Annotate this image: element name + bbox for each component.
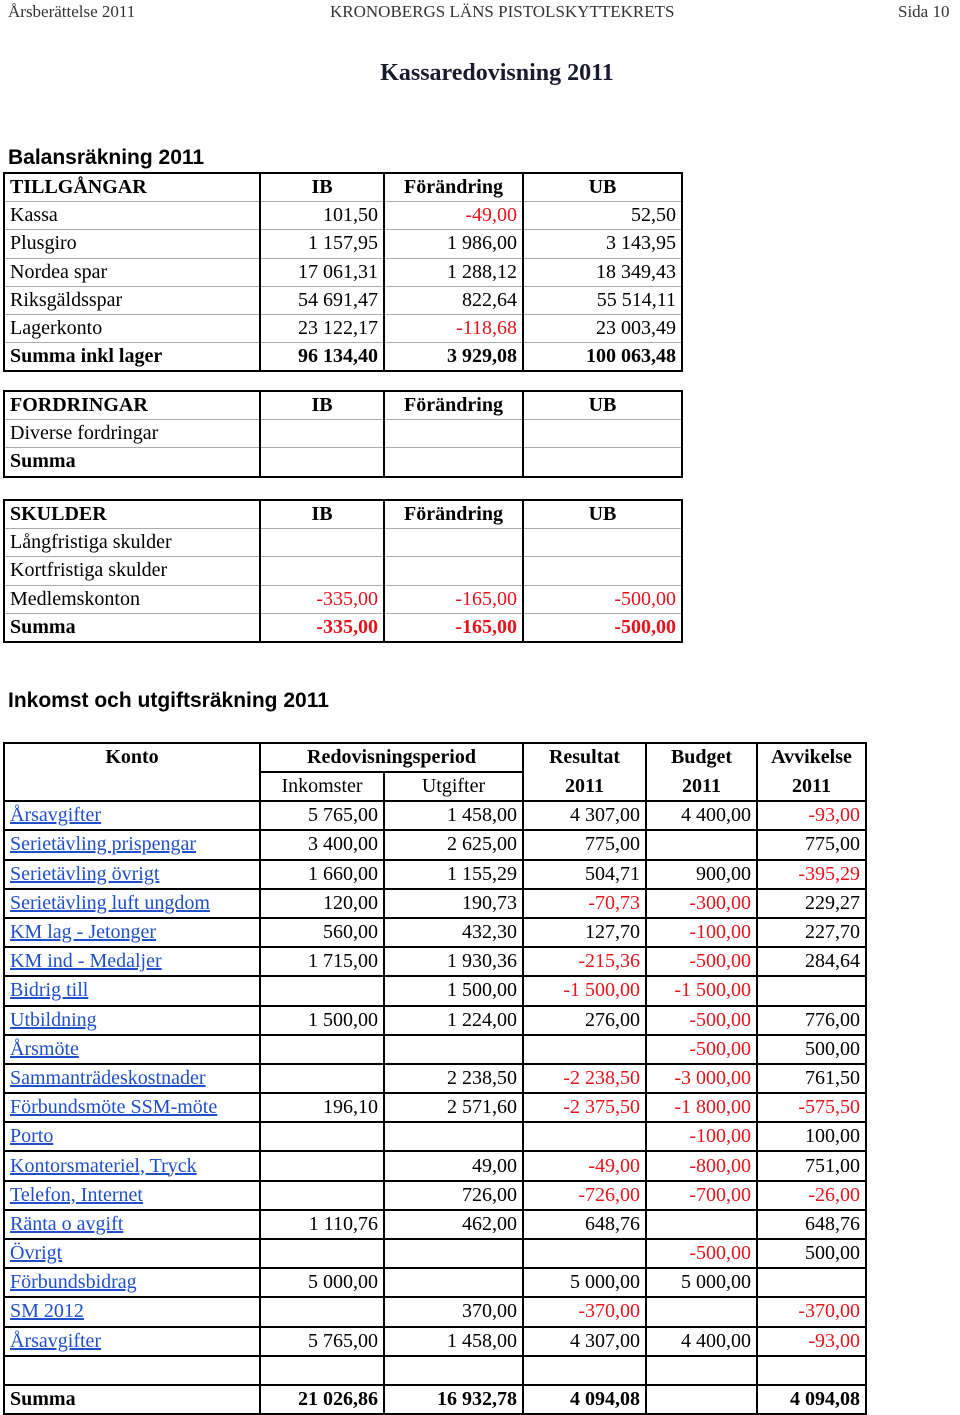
budget-value: -500,00 [646, 1035, 757, 1064]
expense-value: 1 224,00 [384, 1006, 523, 1035]
row-label: Nordea spar [4, 258, 260, 286]
row-label: Riksgäldsspar [4, 286, 260, 314]
budget-value: 4 400,00 [646, 1327, 757, 1356]
table-row [4, 1035, 866, 1064]
table-row [4, 557, 682, 585]
ib-value: 54 691,47 [260, 286, 384, 314]
result-value: 5 000,00 [523, 1268, 646, 1297]
total-change [384, 448, 523, 477]
deviation-value: -575,50 [757, 1093, 866, 1122]
change-value: -118,68 [384, 314, 523, 342]
income-title: Inkomst och utgiftsräkning 2011 [8, 689, 329, 712]
budget-value: 4 400,00 [646, 801, 757, 830]
account-link[interactable]: Årsavgifter [10, 1329, 102, 1352]
result-value: -370,00 [523, 1297, 646, 1326]
account-link[interactable]: Kontorsmateriel, Tryck [10, 1154, 197, 1177]
table-row [4, 314, 682, 342]
column-header: SKULDER [4, 500, 260, 529]
budget-value: -1 800,00 [646, 1093, 757, 1122]
assets-table [3, 172, 683, 372]
table-row [4, 976, 866, 1005]
deviation-value: 229,27 [757, 889, 866, 918]
ub-value: 18 349,43 [523, 258, 682, 286]
account-link[interactable]: KM lag - Jetonger [10, 921, 157, 944]
change-value: 822,64 [384, 286, 523, 314]
column-header-budget: Budget [646, 743, 757, 772]
ub-value [523, 420, 682, 448]
change-value: -49,00 [384, 202, 523, 230]
income-table [3, 742, 867, 1415]
column-header: TILLGÅNGAR [4, 173, 260, 202]
expense-value: 190,73 [384, 889, 523, 918]
table-row [4, 1327, 866, 1356]
income-value: 5 000,00 [260, 1268, 384, 1297]
income-value [260, 1064, 384, 1093]
table-row [4, 1210, 866, 1239]
ib-value [260, 420, 384, 448]
table-row [4, 1093, 866, 1122]
account-cell [4, 1006, 260, 1035]
column-header: Förändring [384, 500, 523, 529]
empty-cell [646, 1356, 757, 1385]
account-cell [4, 1122, 260, 1151]
budget-value: -3 000,00 [646, 1064, 757, 1093]
expense-value: 370,00 [384, 1297, 523, 1326]
column-header-budget-year: 2011 [646, 772, 757, 801]
account-cell [4, 860, 260, 889]
expense-value [384, 1035, 523, 1064]
empty-cell [523, 1356, 646, 1385]
header-row [4, 743, 866, 772]
empty-cell [757, 1356, 866, 1385]
result-value: 127,70 [523, 918, 646, 947]
balance-title: Balansräkning 2011 [8, 146, 205, 169]
result-value: 648,76 [523, 1210, 646, 1239]
ib-value: -335,00 [260, 585, 384, 613]
deviation-value: -93,00 [757, 1327, 866, 1356]
income-value: 3 400,00 [260, 830, 384, 859]
column-header: IB [260, 500, 384, 529]
empty-cell [260, 1356, 384, 1385]
income-value [260, 1151, 384, 1180]
expense-value: 726,00 [384, 1181, 523, 1210]
income-value [260, 1181, 384, 1210]
table-row [4, 1006, 866, 1035]
row-label: Kassa [4, 202, 260, 230]
income-value [260, 976, 384, 1005]
income-value [260, 1122, 384, 1151]
account-cell [4, 1093, 260, 1122]
total-label: Summa [4, 448, 260, 477]
ib-value: 17 061,31 [260, 258, 384, 286]
account-link[interactable]: Årsmöte [10, 1037, 79, 1060]
budget-value: 900,00 [646, 860, 757, 889]
account-cell [4, 1064, 260, 1093]
change-value: 1 288,12 [384, 258, 523, 286]
ib-value: 101,50 [260, 202, 384, 230]
column-header: Förändring [384, 391, 523, 420]
total-income: 21 026,86 [260, 1385, 384, 1414]
ib-value [260, 557, 384, 585]
result-value: 775,00 [523, 830, 646, 859]
account-cell [4, 801, 260, 830]
total-result: 4 094,08 [523, 1385, 646, 1414]
table-row [4, 1064, 866, 1093]
account-cell [4, 947, 260, 976]
table-row [4, 230, 682, 258]
deviation-value: 775,00 [757, 830, 866, 859]
expense-value: 1 930,36 [384, 947, 523, 976]
table-row [4, 801, 866, 830]
account-link[interactable]: Serietävling luft ungdom [10, 891, 210, 914]
account-cell [4, 1181, 260, 1210]
account-link[interactable]: Utbildning [10, 1008, 97, 1031]
expense-value: 49,00 [384, 1151, 523, 1180]
deviation-value: -26,00 [757, 1181, 866, 1210]
total-expense: 16 932,78 [384, 1385, 523, 1414]
income-value [260, 1239, 384, 1268]
expense-value [384, 1268, 523, 1297]
deviation-value: 761,50 [757, 1064, 866, 1093]
result-value [523, 1122, 646, 1151]
deviation-value: 648,76 [757, 1210, 866, 1239]
income-value: 1 660,00 [260, 860, 384, 889]
page-title: Kassaredovisning 2011 [380, 60, 614, 86]
deviation-value: 500,00 [757, 1035, 866, 1064]
budget-value: -100,00 [646, 918, 757, 947]
expense-value [384, 1239, 523, 1268]
account-link[interactable]: Telefon, Internet [10, 1183, 143, 1206]
deviation-value: 751,00 [757, 1151, 866, 1180]
total-ib [260, 448, 384, 477]
account-cell [4, 1239, 260, 1268]
total-label: Summa [4, 613, 260, 642]
table-row [4, 889, 866, 918]
total-ib: 96 134,40 [260, 343, 384, 372]
result-value: 276,00 [523, 1006, 646, 1035]
income-value: 196,10 [260, 1093, 384, 1122]
account-cell [4, 1035, 260, 1064]
deviation-value: 227,70 [757, 918, 866, 947]
row-label: Kortfristiga skulder [4, 557, 260, 585]
result-value: -215,36 [523, 947, 646, 976]
header-center: KRONOBERGS LÄNS PISTOLSKYTTEKRETS [330, 2, 675, 21]
table-row [4, 918, 866, 947]
deviation-value [757, 976, 866, 1005]
account-cell [4, 830, 260, 859]
spacer-row [4, 1356, 866, 1385]
table-row [4, 1297, 866, 1326]
ib-value: 23 122,17 [260, 314, 384, 342]
table-row [4, 947, 866, 976]
account-link[interactable]: Porto [10, 1125, 54, 1148]
ib-value [260, 529, 384, 557]
budget-value: -800,00 [646, 1151, 757, 1180]
total-row [4, 613, 682, 642]
table-row [4, 1268, 866, 1297]
table-row [4, 585, 682, 613]
column-header-avvikelse-year: 2011 [757, 772, 866, 801]
table-row [4, 202, 682, 230]
ub-value: 23 003,49 [523, 314, 682, 342]
budget-value: 5 000,00 [646, 1268, 757, 1297]
row-label: Diverse fordringar [4, 420, 260, 448]
column-header-utgifter: Utgifter [384, 772, 523, 801]
budget-value [646, 830, 757, 859]
table-row [4, 830, 866, 859]
budget-value: -1 500,00 [646, 976, 757, 1005]
column-header-period: Redovisningsperiod [260, 743, 523, 772]
total-ub [523, 448, 682, 477]
expense-value: 432,30 [384, 918, 523, 947]
deviation-value: -93,00 [757, 801, 866, 830]
total-label: Summa [4, 1385, 260, 1414]
ub-value [523, 557, 682, 585]
result-value: -2 375,50 [523, 1093, 646, 1122]
column-header-konto: Konto [4, 743, 260, 801]
header-right: Sida 10 [898, 2, 950, 21]
result-value: 4 307,00 [523, 1327, 646, 1356]
result-value: -1 500,00 [523, 976, 646, 1005]
income-value [260, 1035, 384, 1064]
expense-value: 2 571,60 [384, 1093, 523, 1122]
change-value: 1 986,00 [384, 230, 523, 258]
total-row [4, 343, 682, 372]
budget-value: -300,00 [646, 889, 757, 918]
income-value: 1 715,00 [260, 947, 384, 976]
account-cell [4, 1327, 260, 1356]
ub-value: 3 143,95 [523, 230, 682, 258]
change-value: -165,00 [384, 585, 523, 613]
header-row [4, 391, 682, 420]
income-value: 5 765,00 [260, 1327, 384, 1356]
expense-value: 1 500,00 [384, 976, 523, 1005]
account-link[interactable]: Övrigt [10, 1242, 63, 1265]
table-row [4, 1122, 866, 1151]
deviation-value: 500,00 [757, 1239, 866, 1268]
budget-value: -500,00 [646, 1239, 757, 1268]
column-header: IB [260, 173, 384, 202]
income-value: 1 500,00 [260, 1006, 384, 1035]
ub-value [523, 529, 682, 557]
column-header: UB [523, 391, 682, 420]
account-link[interactable]: Serietävling prispengar [10, 833, 197, 856]
account-link[interactable]: Förbundsmöte SSM-möte [10, 1096, 218, 1119]
total-ub: -500,00 [523, 613, 682, 642]
budget-value: -500,00 [646, 1006, 757, 1035]
row-label: Långfristiga skulder [4, 529, 260, 557]
account-link[interactable]: Sammanträdeskostnader [10, 1066, 206, 1089]
column-header: FORDRINGAR [4, 391, 260, 420]
expense-value: 2 238,50 [384, 1064, 523, 1093]
account-link[interactable]: Serietävling övrigt [10, 862, 160, 885]
deviation-value: 284,64 [757, 947, 866, 976]
deviation-value: 100,00 [757, 1122, 866, 1151]
change-value [384, 529, 523, 557]
income-value: 5 765,00 [260, 801, 384, 830]
account-link[interactable]: KM ind - Medaljer [10, 950, 162, 973]
total-deviation: 4 094,08 [757, 1385, 866, 1414]
income-value: 120,00 [260, 889, 384, 918]
result-value: -70,73 [523, 889, 646, 918]
table-row [4, 860, 866, 889]
total-change: -165,00 [384, 613, 523, 642]
deviation-value: -370,00 [757, 1297, 866, 1326]
account-cell [4, 1210, 260, 1239]
row-label: Lagerkonto [4, 314, 260, 342]
column-header: UB [523, 500, 682, 529]
row-label: Medlemskonton [4, 585, 260, 613]
budget-value: -500,00 [646, 947, 757, 976]
header-row [4, 500, 682, 529]
deviation-value: 776,00 [757, 1006, 866, 1035]
result-value [523, 1239, 646, 1268]
ub-value: -500,00 [523, 585, 682, 613]
total-change: 3 929,08 [384, 343, 523, 372]
account-cell [4, 889, 260, 918]
table-row [4, 286, 682, 314]
ub-value: 52,50 [523, 202, 682, 230]
ib-value: 1 157,95 [260, 230, 384, 258]
expense-value: 1 155,29 [384, 860, 523, 889]
deviation-value: -395,29 [757, 860, 866, 889]
result-value: 4 307,00 [523, 801, 646, 830]
total-label: Summa inkl lager [4, 343, 260, 372]
deviation-value [757, 1268, 866, 1297]
empty-cell [384, 1356, 523, 1385]
result-value: 504,71 [523, 860, 646, 889]
total-row [4, 1385, 866, 1414]
budget-value: -700,00 [646, 1181, 757, 1210]
account-link[interactable]: SM 2012 [10, 1300, 84, 1323]
account-cell [4, 1151, 260, 1180]
liabilities-table [3, 499, 683, 643]
account-cell [4, 976, 260, 1005]
account-cell [4, 1297, 260, 1326]
account-cell [4, 918, 260, 947]
expense-value: 1 458,00 [384, 1327, 523, 1356]
table-row [4, 529, 682, 557]
income-value [260, 1297, 384, 1326]
table-row [4, 258, 682, 286]
total-budget [646, 1385, 757, 1414]
budget-value [646, 1297, 757, 1326]
result-value [523, 1035, 646, 1064]
budget-value [646, 1210, 757, 1239]
total-ib: -335,00 [260, 613, 384, 642]
table-row [4, 1181, 866, 1210]
header-row [4, 173, 682, 202]
column-header-resultat: Resultat [523, 743, 646, 772]
table-row [4, 1239, 866, 1268]
column-header: UB [523, 173, 682, 202]
budget-value: -100,00 [646, 1122, 757, 1151]
header-left: Årsberättelse 2011 [8, 2, 136, 21]
expense-value [384, 1122, 523, 1151]
column-header-inkomster: Inkomster [260, 772, 384, 801]
column-header: IB [260, 391, 384, 420]
account-cell [4, 1268, 260, 1297]
row-label: Plusgiro [4, 230, 260, 258]
total-row [4, 448, 682, 477]
account-link[interactable]: Förbundsbidrag [10, 1271, 137, 1294]
change-value [384, 557, 523, 585]
table-row [4, 420, 682, 448]
receivables-table [3, 390, 683, 478]
account-link[interactable]: Ränta o avgift [10, 1212, 124, 1235]
result-value: -2 238,50 [523, 1064, 646, 1093]
total-ub: 100 063,48 [523, 343, 682, 372]
change-value [384, 420, 523, 448]
ub-value: 55 514,11 [523, 286, 682, 314]
income-value: 560,00 [260, 918, 384, 947]
result-value: -726,00 [523, 1181, 646, 1210]
table-row [4, 1151, 866, 1180]
result-value: -49,00 [523, 1151, 646, 1180]
column-header-avvikelse: Avvikelse [757, 743, 866, 772]
expense-value: 1 458,00 [384, 801, 523, 830]
income-value: 1 110,76 [260, 1210, 384, 1239]
column-header-resultat-year: 2011 [523, 772, 646, 801]
expense-value: 462,00 [384, 1210, 523, 1239]
expense-value: 2 625,00 [384, 830, 523, 859]
account-link[interactable]: Årsavgifter [10, 804, 102, 827]
empty-cell [4, 1356, 260, 1385]
account-link[interactable]: Bidrig till [10, 979, 89, 1002]
column-header: Förändring [384, 173, 523, 202]
